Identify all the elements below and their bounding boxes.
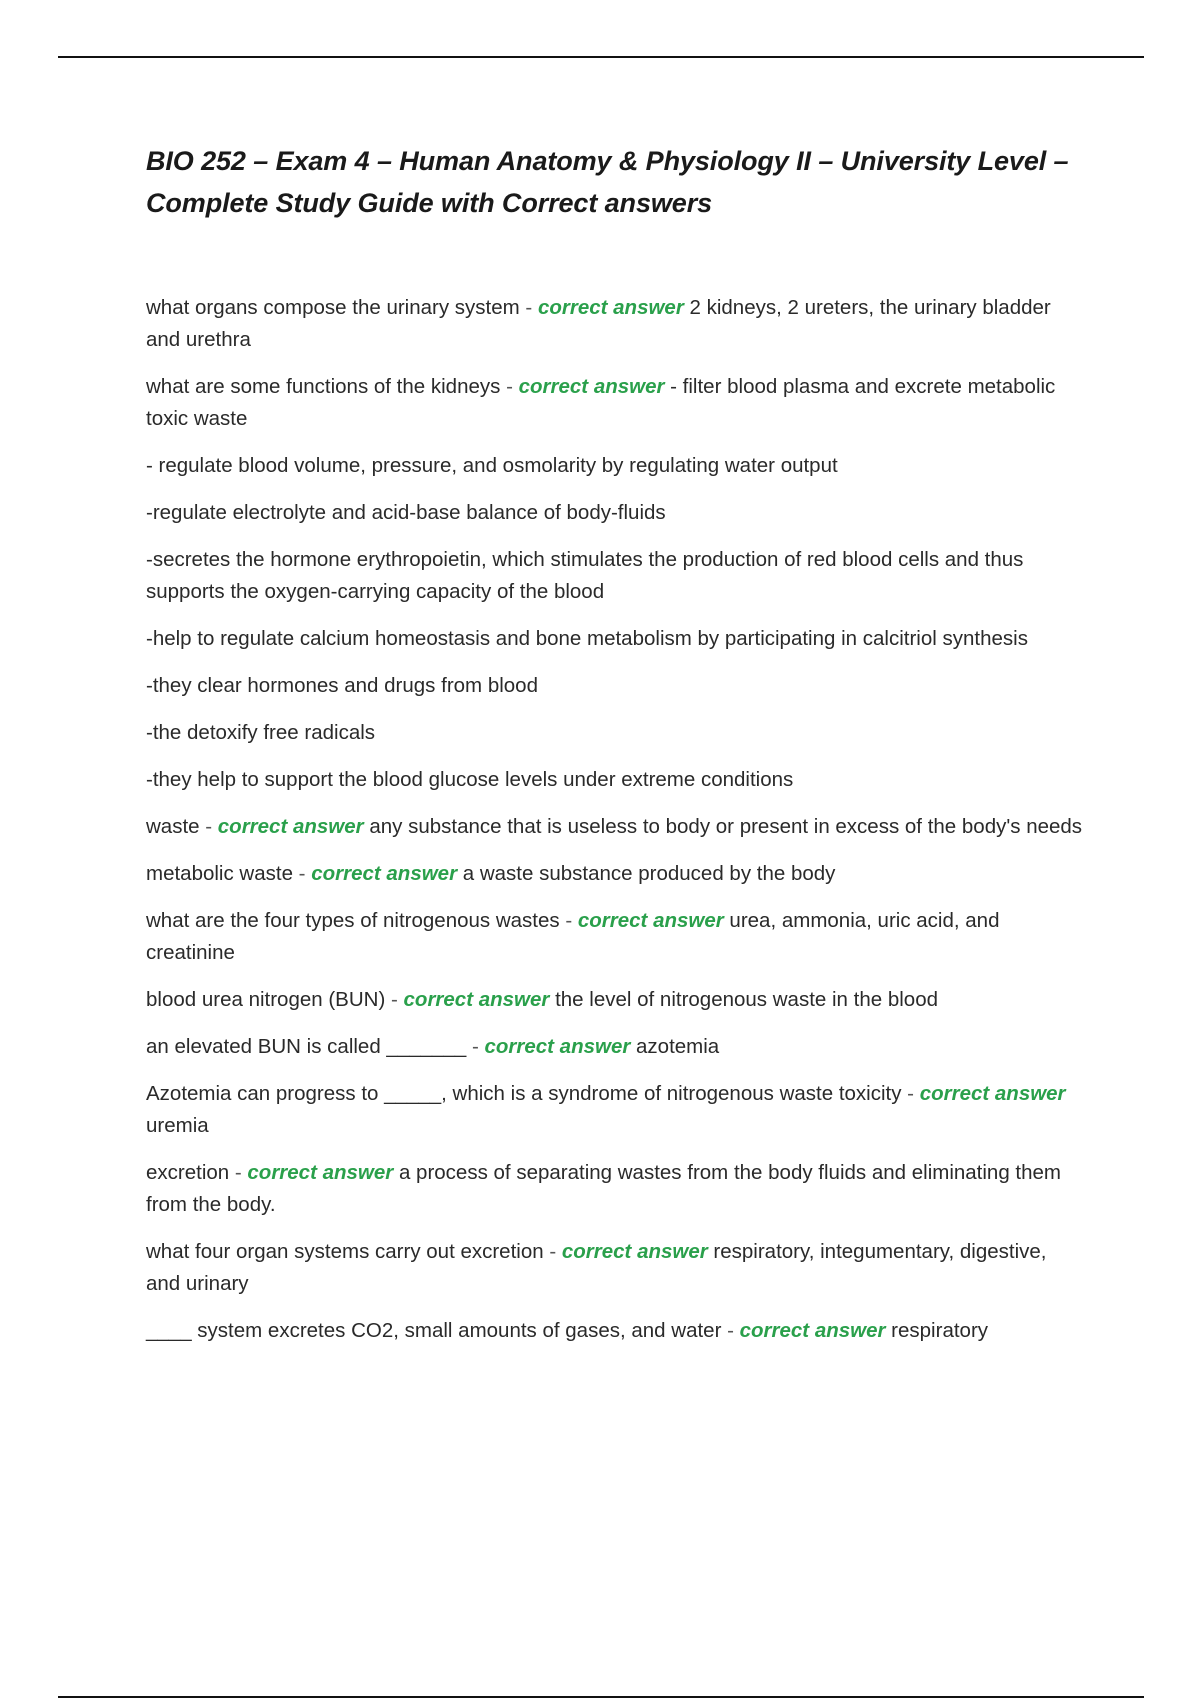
correct-answer-label: correct answer xyxy=(537,296,684,319)
study-entry xyxy=(146,858,1086,890)
document-body xyxy=(146,140,1086,1362)
entry-separator: - xyxy=(721,1319,740,1342)
study-entry xyxy=(146,905,1086,969)
entry-question: what four organ systems carry out excretion xyxy=(146,1240,544,1263)
document-title: BIO 252 – Exam 4 – Human Anatomy & Physiology II – University Level – Complete Study Guide with Correct answers xyxy=(146,146,1069,218)
entry-question: Azotemia can progress to _____, which is a syndrome of nitrogenous waste toxicity xyxy=(146,1082,902,1105)
entry-question: -help to regulate calcium homeostasis and bone metabolism by participating in calcitriol synthesis xyxy=(146,627,1028,650)
correct-answer-label: correct answer xyxy=(739,1319,886,1342)
entry-separator: - xyxy=(500,375,519,398)
study-entry xyxy=(146,1157,1086,1221)
correct-answer-label: correct answer xyxy=(311,862,458,885)
entry-separator: - xyxy=(901,1082,920,1105)
study-entry xyxy=(146,371,1086,435)
entry-answer: any substance that is useless to body or present in excess of the body's needs xyxy=(363,815,1083,838)
entry-answer: uremia xyxy=(146,1114,209,1137)
study-entry xyxy=(146,1315,1086,1347)
study-entry xyxy=(146,623,1086,655)
entry-question: -they help to support the blood glucose levels under extreme conditions xyxy=(146,768,794,791)
entry-answer: a waste substance produced by the body xyxy=(457,862,836,885)
entry-separator: - xyxy=(229,1161,248,1184)
entry-question: -they clear hormones and drugs from blood xyxy=(146,674,538,697)
entry-answer: 2 kidneys, 2 ureters, the urinary bladder and urethra xyxy=(146,296,1051,351)
entry-separator: - xyxy=(292,862,312,885)
entry-question: ____ system excretes CO2, small amounts of gases, and water xyxy=(146,1319,722,1342)
study-entry xyxy=(146,450,1086,482)
study-entry xyxy=(146,292,1086,356)
entry-separator: - xyxy=(519,296,538,319)
study-entry xyxy=(146,764,1086,796)
study-entry xyxy=(146,670,1086,702)
study-entry xyxy=(146,1078,1086,1142)
correct-answer-label: correct answer xyxy=(247,1161,394,1184)
entry-question: -regulate electrolyte and acid-base balance of body-fluids xyxy=(146,501,666,524)
correct-answer-label: correct answer xyxy=(919,1082,1066,1105)
study-entry xyxy=(146,1031,1086,1063)
entry-question: -secretes the hormone erythropoietin, which stimulates the production of red blood cells and thus supports the oxygen-carrying capacity of the blood xyxy=(146,548,1024,603)
entry-separator: - xyxy=(543,1240,562,1263)
entry-question: what organs compose the urinary system xyxy=(146,296,520,319)
entry-answer: respiratory xyxy=(885,1319,989,1342)
entry-separator: - xyxy=(385,988,404,1011)
top-rule xyxy=(58,56,1144,58)
correct-answer-label: correct answer xyxy=(484,1035,631,1058)
correct-answer-label: correct answer xyxy=(518,375,665,398)
entry-separator: - xyxy=(199,815,218,838)
entry-question: -the detoxify free radicals xyxy=(146,721,376,744)
entry-answer: a process of separating wastes from the body fluids and eliminating them from the body. xyxy=(146,1161,1062,1216)
study-entry xyxy=(146,544,1086,608)
entry-separator: - xyxy=(559,909,578,932)
entry-answer: respiratory, integumentary, digestive, and urinary xyxy=(146,1240,1047,1295)
entry-question: blood urea nitrogen (BUN) xyxy=(146,988,386,1011)
correct-answer-label: correct answer xyxy=(561,1240,708,1263)
entry-answer: urea, ammonia, uric acid, and creatinine xyxy=(146,909,1000,964)
entry-question: - regulate blood volume, pressure, and osmolarity by regulating water output xyxy=(146,454,838,477)
study-entry xyxy=(146,811,1086,843)
entry-answer: - filter blood plasma and excrete metabolic toxic waste xyxy=(146,375,1056,430)
entry-question: what are the four types of nitrogenous wastes xyxy=(146,909,560,932)
entries-list xyxy=(146,292,1086,1347)
entry-question: waste xyxy=(146,815,200,838)
entry-question: what are some functions of the kidneys xyxy=(146,375,501,398)
correct-answer-label: correct answer xyxy=(577,909,724,932)
study-entry xyxy=(146,717,1086,749)
bottom-rule xyxy=(58,1696,1144,1698)
entry-question: metabolic waste xyxy=(146,862,293,885)
study-entry xyxy=(146,497,1086,529)
correct-answer-label: correct answer xyxy=(217,815,364,838)
entry-question: excretion xyxy=(146,1161,230,1184)
entry-answer: azotemia xyxy=(630,1035,720,1058)
entry-separator: - xyxy=(466,1035,485,1058)
entry-question: an elevated BUN is called _______ xyxy=(146,1035,467,1058)
correct-answer-label: correct answer xyxy=(403,988,550,1011)
study-entry xyxy=(146,1236,1086,1300)
entry-answer: the level of nitrogenous waste in the blood xyxy=(549,988,938,1011)
study-entry xyxy=(146,984,1086,1016)
